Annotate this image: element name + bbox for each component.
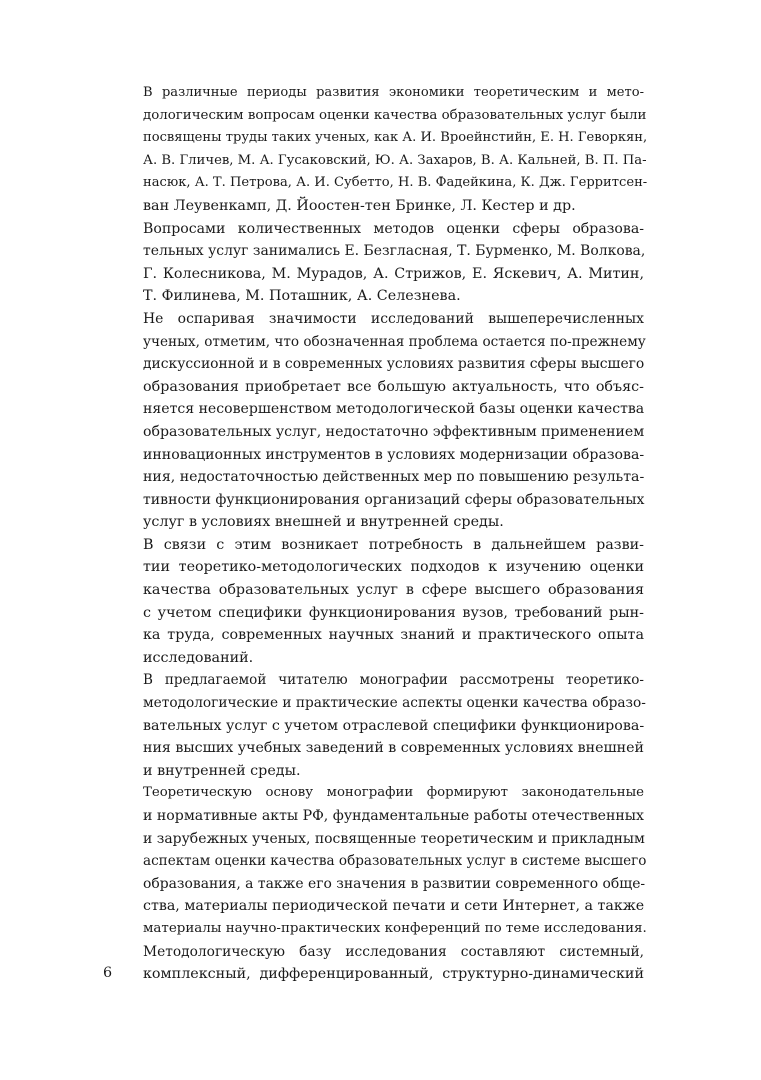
text-line: ния высших учебных заведений в современных условиях внешней [143,740,644,757]
text-line: В предлагаемой читателю монографии рассмотрены теоретико- [143,672,644,689]
text-line: В связи с этим возникает потребность в дальнейшем разви- [143,536,644,553]
text-line: няется несовершенством методологической базы оценки качества [143,401,645,418]
paragraph [103,82,648,218]
body-text [103,82,648,986]
text-line: и внутренней среды. [143,762,301,779]
text-line: материалы научно-практических конференций по теме исследования. [143,920,647,936]
text-line: качества образовательных услуг в сфере высшего образования [143,582,644,599]
text-line: В различные периоды развития экономики теоретическим и мето- [143,85,644,100]
text-line: услуг в условиях внешней и внутренней среды. [143,514,504,531]
text-line: образования, а также его значения в развитии современного обще- [143,875,646,892]
paragraph [103,941,644,986]
text-line: посвящены труды таких ученых, как А. И. Вроейнстийн, Е. Н. Геворкян, [143,130,648,146]
text-line: исследований. [143,649,254,666]
text-line: тельных услуг занимались Е. Безгласная, Т. Бурменко, М. Волкова, [143,243,646,260]
text-line: образовательных услуг, недостаточно эффективным применением [143,423,645,440]
text-line: с учетом специфики функционирования вузов, требований рын- [143,604,644,621]
paragraph [103,669,644,782]
text-line: аспектам оценки качества образовательных услуг в системе высшего [143,853,647,870]
text-line: тии теоретико-методологических подходов к изучению оценки [143,559,644,576]
text-line: инновационных инструментов в условиях модернизации образова- [143,446,645,463]
page-number: 6 [103,965,113,981]
text-line: Вопросами количественных методов оценки сферы образова- [143,220,644,237]
paragraph [103,782,647,940]
text-line: ученых, отметим, что обозначенная проблема остается по-прежнему [143,333,646,350]
text-line: насюк, А. Т. Петрова, А. И. Субетто, Н. В. Фадейкина, К. Дж. Герритсен- [143,175,648,191]
text-line: комплексный, дифференцированный, структурно-динамический [143,966,644,983]
text-line: образования приобретает все большую актуальность, что объяс- [143,378,644,395]
paragraph [103,534,644,670]
text-line: А. В. Гличев, М. А. Гусаковский, Ю. А. Захаров, В. А. Кальней, В. П. Па- [143,152,647,168]
text-line: и нормативные акты РФ, фундаментальные работы отечественных [143,808,644,824]
text-line: дискуссионной и в современных условиях развития сферы высшего [143,356,645,373]
text-line: Г. Колесникова, М. Мурадов, А. Стрижов, Е. Яскевич, А. Митин, [143,265,644,282]
text-line: Методологическую базу исследования составляют системный, [143,943,644,960]
text-line: вательных услуг с учетом отраслевой специфики функционирова- [143,717,645,734]
text-line: Не оспаривая значимости исследований вышеперечисленных [143,310,644,327]
text-line: ван Леувенкамп, Д. Йоостен-тен Бринке, Л. Кестер и др. [143,197,576,214]
text-line: дологическим вопросам оценки качества образовательных услуг были [143,107,647,123]
text-line: ния, недостаточностью действенных мер по повышению результа- [143,469,645,486]
paragraph [103,218,644,308]
text-line: ка труда, современных научных знаний и практического опыта [143,627,644,644]
text-line: методологические и практические аспекты оценки качества образо- [143,695,646,712]
paragraph [103,308,644,534]
text-line: Т. Филинева, М. Поташник, А. Селезнева. [143,288,461,305]
text-line: тивности функционирования организаций сферы образовательных [143,491,645,508]
text-line: Теоретическую основу монографии формируют законодательные [143,785,644,801]
text-line: ства, материалы периодической печати и сети Интернет, а также [143,898,645,915]
text-line: и зарубежных ученых, посвященные теоретическим и прикладным [143,830,645,847]
